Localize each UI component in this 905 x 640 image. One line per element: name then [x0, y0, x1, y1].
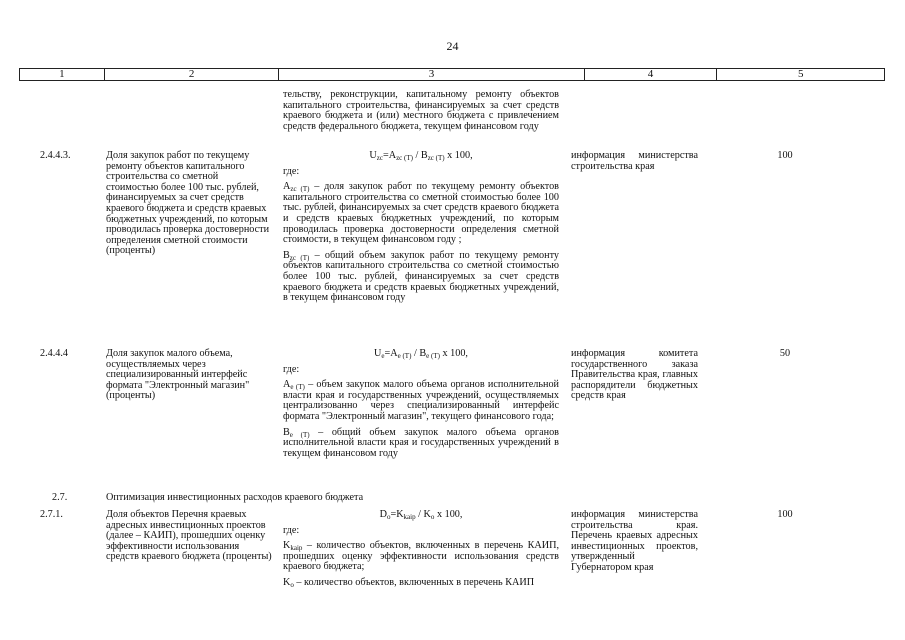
intro-text: тельству, реконструкции, капитальному ремонту объектов капитального строительства, финансируемых за счет средств краевого бюджета и (или) местного бюджета с привлечением средств федерального бюджета, текущем финансовом году	[283, 89, 559, 132]
where-label: где:	[283, 524, 300, 536]
formula: $U_{zc}=A_{zc (T)} / B_{zc (T)}$ x 100,	[369, 150, 473, 162]
header-col-4: 4	[585, 69, 718, 80]
row-number: 2.4.4.3.	[40, 150, 71, 161]
row-number: 2.4.4.4	[40, 348, 69, 359]
section-title: Оптимизация инвестиционных расходов краевого бюджета	[106, 492, 364, 503]
table-header	[19, 68, 885, 81]
definition-b: $B_{zc (T)}$ – общий объем закупок работ по текущему ремонту объектов капитального строительства со сметной стоимостью более 100 тыс. рублей, финансируемых за счет средств краевого бюджета и средств краевых бюджетных учреждений, в текущем финансовом году	[283, 249, 559, 304]
value-text: 100	[777, 150, 793, 161]
definition-b: $K_o$ – количество объектов, включенных в перечень КАИП	[283, 576, 535, 589]
formula-block	[283, 510, 559, 589]
header-col-2: 2	[105, 69, 280, 80]
value-text: 100	[777, 509, 793, 520]
source-text: информация комитета государственного заказа Правительства края, главных распорядители бюджетных средств края	[571, 348, 698, 402]
row-number: 2.7.1.	[40, 509, 63, 520]
value-text: 50	[779, 348, 791, 359]
definition-a: $K_{kaip}$ – количество объектов, включенных в перечень КАИП, прошедших оценку эффективности использования средств краевого бюджета;	[283, 540, 559, 573]
formula-block	[283, 349, 559, 459]
formula: $U_e=A_{e (T)} / B_{e (T)}$ x 100,	[374, 348, 468, 360]
page-number: 24	[446, 39, 459, 53]
indicator-text: Доля закупок малого объема, осуществляемых через специализированный интерфейс формата "Электронный магазин" (проценты)	[106, 348, 250, 402]
formula-block	[283, 151, 559, 304]
section-number: 2.7.	[52, 492, 68, 503]
indicator-text: Доля объектов Перечня краевых адресных инвестиционных проектов (далее – КАИП), прошедших оценку эффективности использования средств краевого бюджета (проценты)	[106, 509, 272, 563]
source-text: информация министерства строительства края	[571, 150, 698, 172]
definition-a: $A_{e (T)}$ – объем закупок малого объема органов исполнительной власти края и государственных учреждений, осуществляемых централизованно через специализированный интерфейс формата "Электронный магазин", текущего финансового года;	[283, 379, 559, 422]
header-col-5: 5	[797, 68, 804, 80]
definition-b: $B_{e (T)}$ – общий объем закупок малого объема органов исполнительной власти края и государственных учреждений в текущем финансовом году	[283, 426, 559, 459]
source-text: информация министерства строительства края. Перечень краевых адресных инвестиционных проектов, утвержденный Губернатором края	[571, 509, 698, 573]
definition-a: $A_{zc (T)}$ – доля закупок работ по текущему ремонту объектов капитального строительства со сметной стоимостью более 100 тыс. рублей, финансируемых за счет средств краевого бюджета и средств краевых бюджетных учреждений, по которым проводилась проверка достоверности определения сметной стоимости, в текущем финансовом году ;	[283, 181, 559, 246]
header-col-3: 3	[279, 69, 584, 80]
indicator-text: Доля закупок работ по текущему ремонту объектов капитального строительства со сметной стоимостью более 100 тыс. рублей, финансируемых за счет средств краевого бюджета и средств краевых бюджетных учреждений, по которым проводилась проверка достоверности определения сметной стоимости (проценты)	[106, 150, 270, 257]
where-label: где:	[283, 165, 300, 177]
header-col-1: 1	[20, 69, 105, 80]
where-label: где:	[283, 363, 300, 375]
formula: $D_o=K_{kaip} / K_o$ x 100,	[379, 509, 463, 521]
